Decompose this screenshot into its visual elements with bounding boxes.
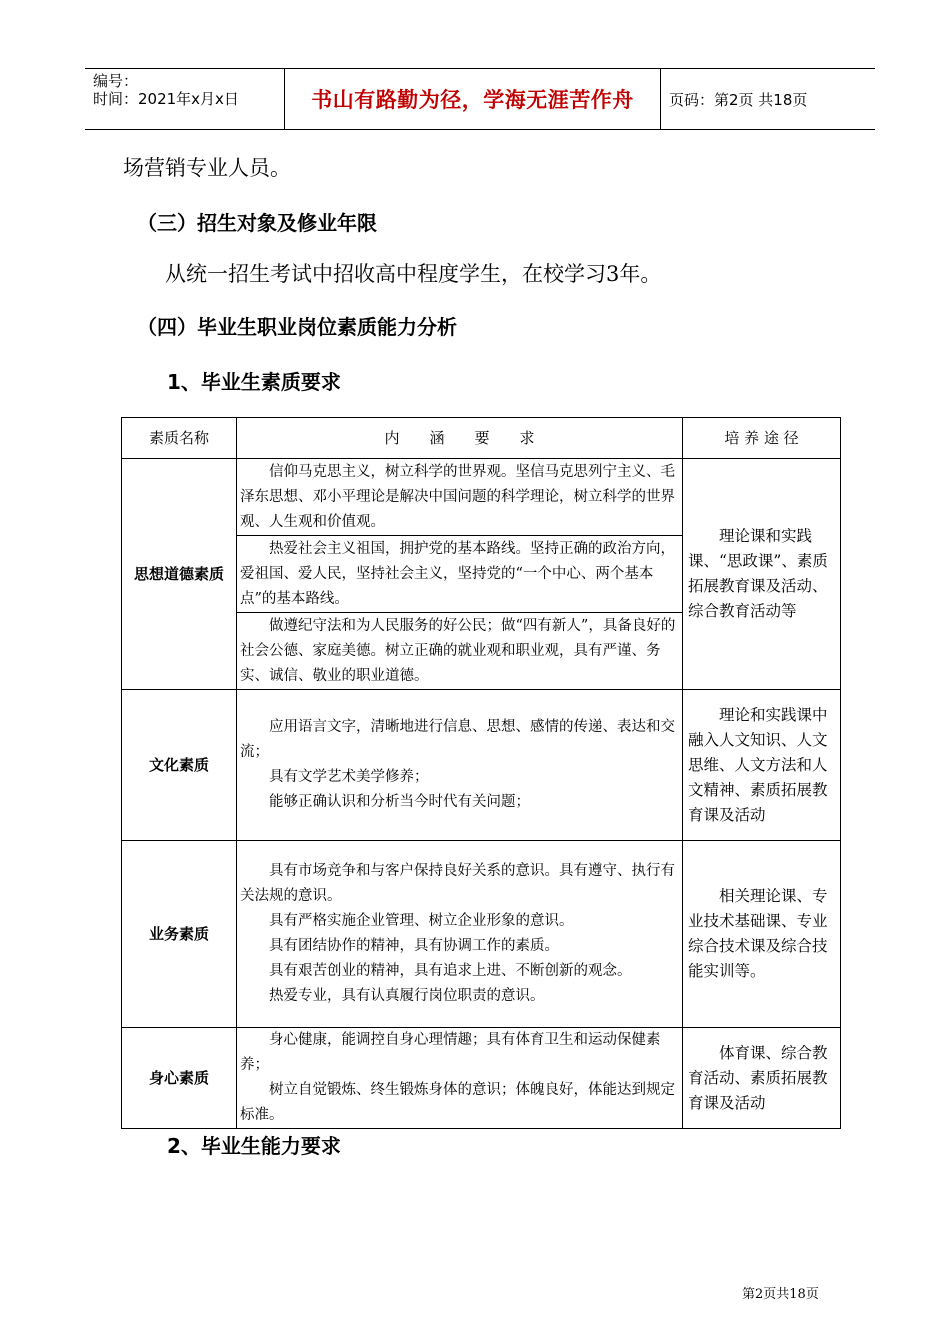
content-paragraph: 具有严格实施企业管理、树立企业形象的意识。 [269, 913, 574, 929]
content-cell [237, 536, 683, 613]
training-route-cell [683, 690, 841, 841]
content-paragraph: 树立自觉锻炼、终生锻炼身体的意识；体魄良好，体能达到规定标准。 [240, 1082, 675, 1123]
page-header [85, 68, 875, 130]
header-motto: 书山有路勤为径，学海无涯苦作舟 [285, 69, 661, 129]
content-cell [237, 459, 683, 536]
document-number-label: 编号： [93, 72, 139, 90]
training-route-text: 理论和实践课中融入人文知识、人文思维、人文方法和人文精神、素质拓展教育课及活动 [688, 705, 828, 824]
content-paragraph: 信仰马克思主义，树立科学的世界观。坚信马克思列宁主义、毛泽东思想、邓小平理论是解决中国问题的科学理论，树立科学的世界观、人生观和价值观。 [240, 463, 675, 530]
content-paragraph: 具有市场竞争和与客户保持良好关系的意识。具有遵守、执行有关法规的意识。 [240, 863, 675, 904]
subsection-1-heading: 1、毕业生素质要求 [167, 370, 341, 394]
content-paragraph: 具有团结协作的精神，具有协调工作的素质。 [269, 938, 559, 954]
document-date: 时间：2021年x月x日 [93, 90, 239, 108]
continuation-text: 场营销专业人员。 [123, 156, 291, 180]
header-training-route: 培 养 途 径 [683, 418, 841, 459]
content-paragraph: 具有艰苦创业的精神，具有追求上进、不断创新的观念。 [269, 963, 632, 979]
content-paragraph: 身心健康，能调控自身心理情趣；具有体育卫生和运动保健素养； [240, 1032, 661, 1073]
training-route-cell [683, 459, 841, 690]
content-cell [237, 690, 683, 841]
content-paragraph: 能够正确认识和分析当今时代有关问题； [269, 794, 530, 810]
quality-name-cell: 业务素质 [122, 841, 237, 1028]
section-4-heading: （四）毕业生职业岗位素质能力分析 [137, 315, 457, 339]
table-row [122, 690, 841, 841]
content-cell [237, 841, 683, 1028]
content-paragraph: 应用语言文字，清晰地进行信息、思想、感情的传递、表达和交流； [240, 719, 675, 760]
training-route-text: 相关理论课、专业技术基础课、专业综合技术课及综合技能实训等。 [688, 887, 828, 980]
training-route-cell [683, 841, 841, 1028]
training-route-text: 理论课和实践课、“思政课”、素质拓展教育课及活动、综合教育活动等 [688, 527, 828, 620]
header-page-number: 页码：第2页 共18页 [669, 90, 808, 109]
quality-requirements-table [121, 417, 841, 1129]
header-content-requirements: 内 涵 要 求 [237, 418, 683, 459]
table-row [122, 459, 841, 536]
content-paragraph: 热爱社会主义祖国，拥护党的基本路线。坚持正确的政治方向，爱祖国、爱人民，坚持社会主义，坚持党的“一个中心、两个基本点”的基本路线。 [240, 540, 675, 607]
table-header-row [122, 418, 841, 459]
subsection-2-heading: 2、毕业生能力要求 [167, 1134, 341, 1158]
content-cell [237, 613, 683, 690]
quality-name-cell: 身心素质 [122, 1028, 237, 1129]
content-cell [237, 1028, 683, 1129]
header-meta [85, 69, 285, 129]
content-paragraph: 热爱专业，具有认真履行岗位职责的意识。 [269, 988, 545, 1004]
training-route-cell [683, 1028, 841, 1129]
training-route-text: 体育课、综合教育活动、素质拓展教育课及活动 [688, 1043, 828, 1112]
content-paragraph: 做遵纪守法和为人民服务的好公民；做“四有新人”，具备良好的社会公德、家庭美德。树立正确的就业观和职业观，具有严谨、务实、诚信、敬业的职业道德。 [240, 617, 676, 684]
quality-name-cell: 思想道德素质 [122, 459, 237, 690]
page-footer: 第2页共18页 [742, 1287, 819, 1302]
quality-name-cell: 文化素质 [122, 690, 237, 841]
content-paragraph: 具有文学艺术美学修养； [269, 769, 429, 785]
table-row [122, 841, 841, 1028]
section-3-heading: （三）招生对象及修业年限 [137, 211, 377, 235]
header-quality-name: 素质名称 [122, 418, 237, 459]
table-row [122, 1028, 841, 1129]
section-3-text: 从统一招生考试中招收高中程度学生，在校学习3年。 [165, 262, 662, 286]
